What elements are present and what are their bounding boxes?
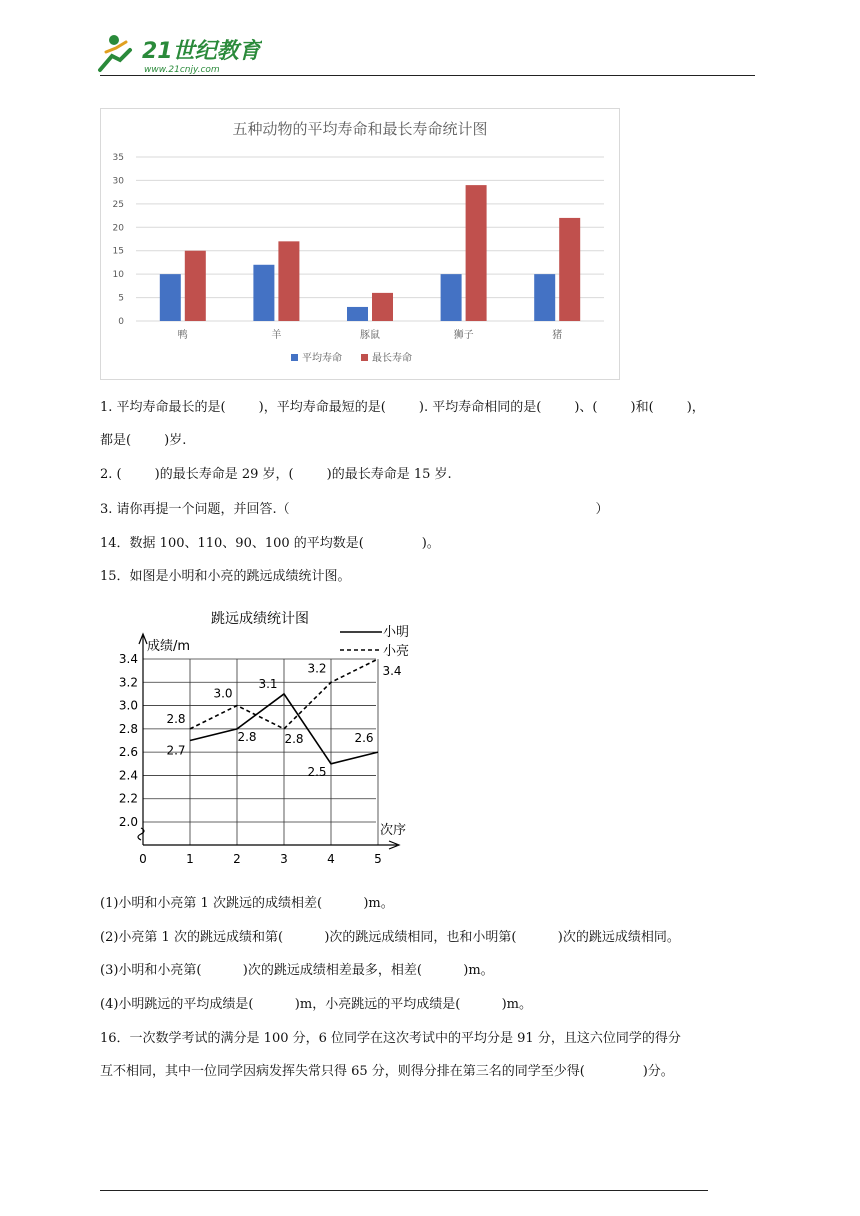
question-1-line-2: 都是( )岁. (100, 433, 187, 448)
y-tick-label: 5 (118, 293, 124, 304)
question-2: 2. ( )的最长寿命是 29 岁，( )的最长寿命是 15 岁. (100, 467, 452, 482)
data-label: 3.4 (382, 664, 402, 678)
chart-title: 跳远成绩统计图 (211, 611, 309, 627)
bar-chart-frame (100, 108, 620, 380)
x-tick-label: 5 (374, 852, 382, 866)
y-tick-label: 2.8 (118, 721, 138, 736)
question-15-1: (1)小明和小亮第 1 次跳远的成绩相差( )m。 (100, 896, 394, 911)
question-15: 15．如图是小明和小亮的跳远成绩统计图。 (100, 569, 351, 584)
x-tick-label: 羊 (271, 330, 282, 341)
data-label: 2.5 (307, 764, 327, 779)
legend-label: 平均寿命 (302, 353, 342, 364)
y-tick-label: 0 (118, 317, 124, 327)
y-tick-label: 3.4 (118, 652, 138, 666)
question-15-4: (4)小明跳远的平均成绩是( )m，小亮跳远的平均成绩是( )m。 (100, 997, 533, 1012)
bar (253, 265, 274, 321)
x-tick-label: 鸭 (177, 330, 188, 341)
header-divider (100, 75, 755, 76)
y-tick-label: 10 (112, 270, 124, 281)
y-tick-label: 2.6 (118, 745, 138, 760)
y-tick-label: 20 (112, 223, 124, 234)
question-15-2: (2)小亮第 1 次的跳远成绩和第( )次的跳远成绩相同，也和小明第( )次的跳远成绩相同。 (100, 930, 680, 945)
x-tick-label: 狮子 (453, 330, 474, 341)
data-label: 2.7 (166, 743, 186, 758)
y-tick-label: 15 (112, 246, 124, 257)
bar (347, 307, 368, 321)
bar (160, 274, 181, 321)
data-label: 3.2 (307, 661, 327, 676)
legend-label: 小明 (383, 625, 410, 640)
data-label: 3.1 (258, 676, 278, 691)
x-tick-label: 3 (280, 852, 288, 866)
question-14: 14．数据 100、110、90、100 的平均数是( )。 (100, 536, 440, 551)
logo-url: www.21cnjy.com (144, 65, 220, 75)
footer-divider (100, 1190, 708, 1191)
legend-label: 小亮 (383, 644, 410, 659)
bar (185, 251, 206, 321)
bar-chart (101, 109, 619, 379)
y-tick-label: 3.2 (118, 675, 138, 690)
bar (466, 185, 487, 321)
question-1-line-1: 1. 平均寿命最长的是( )，平均寿命最短的是( ). 平均寿命相同的是( )、( )和( )， (100, 400, 705, 415)
question-16-line-2: 互不相同，其中一位同学因病发挥失常只得 65 分，则得分排在第三名的同学至少得( )分。 (100, 1064, 674, 1079)
bar (559, 218, 580, 321)
chart-title: 五种动物的平均寿命和最长寿命统计图 (232, 120, 488, 138)
runner-icon (100, 35, 130, 70)
bar (534, 274, 555, 321)
y-tick-label: 2.0 (118, 815, 138, 829)
question-15-3: (3)小明和小亮第( )次的跳远成绩相差最多，相差( )m。 (100, 963, 494, 978)
question-16-line-1: 16．一次数学考试的满分是 100 分，6 位同学在这次考试中的平均分是 91 分，且这六位同学的得分 (100, 1031, 681, 1046)
x-tick-label: 豚鼠 (360, 330, 380, 341)
y-tick-label: 3.0 (118, 698, 138, 713)
data-label: 3.0 (213, 686, 233, 701)
x-tick-label: 2 (233, 852, 241, 866)
x-tick-label: 猪 (552, 330, 563, 341)
y-tick-label: 25 (112, 199, 124, 210)
data-label: 2.6 (354, 731, 374, 746)
x-tick-label: 0 (139, 852, 147, 866)
x-tick-label: 4 (327, 852, 335, 866)
y-tick-label: 30 (112, 176, 124, 187)
data-label: 2.8 (284, 731, 304, 746)
x-axis-label: 次序 (380, 823, 407, 838)
y-tick-label: 2.2 (118, 791, 138, 806)
y-axis-label: 成绩/m (147, 639, 191, 654)
legend-label: 最长寿命 (372, 353, 412, 364)
data-label: 2.8 (166, 711, 186, 726)
question-3: 3. 请你再提一个问题，并回答.（ ） (100, 502, 609, 517)
y-tick-label: 35 (112, 153, 124, 163)
legend-swatch (361, 354, 368, 361)
bar (278, 241, 299, 321)
logo-text: 21世纪教育 (142, 39, 261, 64)
bar (441, 274, 462, 321)
legend-swatch (291, 354, 298, 361)
line-chart (110, 604, 430, 874)
x-tick-label: 1 (186, 852, 194, 866)
bar (372, 293, 393, 321)
data-label: 2.8 (237, 729, 257, 744)
logo (92, 30, 262, 76)
y-tick-label: 2.4 (118, 768, 138, 783)
